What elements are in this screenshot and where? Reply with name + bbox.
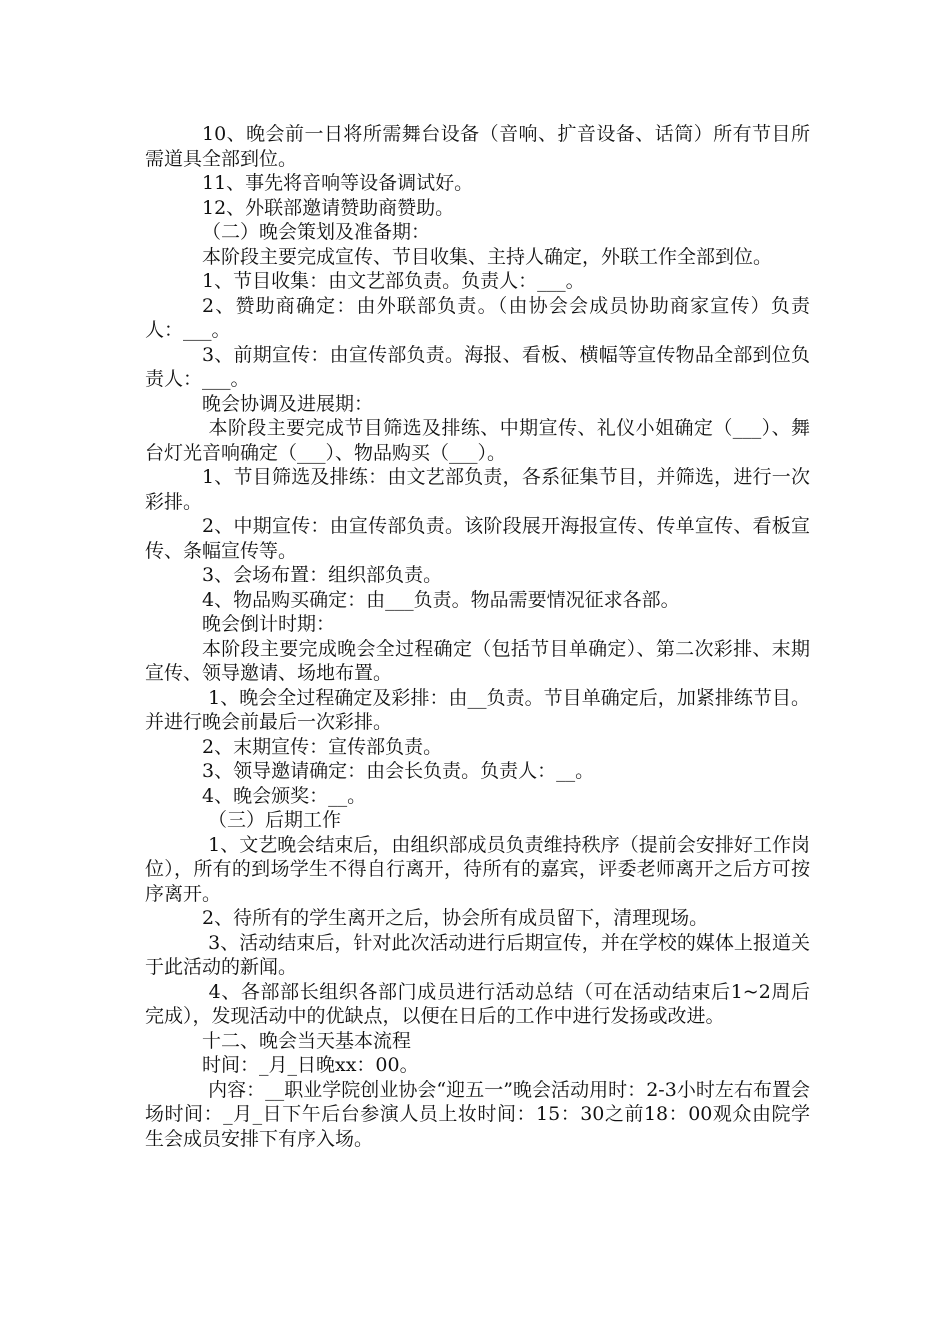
paragraph: 3、会场布置：组织部负责。: [202, 564, 443, 586]
paragraph: 1、文艺晚会结束后，由组织部成员负责维持秩序（提前会安排好工作岗位），所有的到场学生不得自行离开，待所有的嘉宾，评委老师离开之后方可按序离开。: [145, 833, 811, 905]
section-heading: 晚会协调及进展期：: [202, 392, 374, 415]
paragraph: 3、领导邀请确定：由会长负责。负责人：__。: [202, 760, 595, 782]
paragraph: 1、节目收集：由文艺部负责。负责人：___。: [202, 270, 585, 292]
paragraph: 1、晚会全过程确定及彩排：由__负责。节目单确定后，加紧排练节目。并进行晚会前最后一次彩排。: [145, 686, 811, 733]
paragraph: 2、赞助商确定：由外联部负责。（由协会会成员协助商家宣传）负责人：___。: [145, 294, 810, 341]
paragraph: 11、事先将音响等设备调试好。: [202, 172, 474, 194]
paragraph: 2、中期宣传：由宣传部负责。该阶段展开海报宣传、传单宣传、看板宣传、条幅宣传等。: [145, 515, 810, 562]
paragraph: 4、各部部长组织各部门成员进行活动总结（可在活动结束后1~2周后完成），发现活动中的优缺点，以便在日后的工作中进行发扬或改进。: [145, 980, 811, 1027]
section-heading: （二）晚会策划及准备期：: [202, 221, 431, 243]
paragraph: 3、前期宣传：由宣传部负责。海报、看板、横幅等宣传物品全部到位负责人：___。: [145, 343, 810, 390]
document-body: [145, 122, 810, 1151]
paragraph: 1、节目筛选及排练：由文艺部负责，各系征集节目，并筛选，进行一次彩排。: [145, 466, 810, 513]
paragraph: 内容：__职业学院创业协会“迎五一”晚会活动用时：2-3小时左右布置会场时间：_月_日下午后台参演人员上妆时间：15：30之前18：00观众由院学生会成员安排下有序入场。: [145, 1078, 810, 1150]
paragraph: 3、活动结束后，针对此次活动进行后期宣传，并在学校的媒体上报道关于此活动的新闻。: [145, 931, 811, 978]
paragraph: 4、物品购买确定：由___负责。物品需要情况征求各部。: [202, 588, 680, 611]
paragraph: 本阶段主要完成晚会全过程确定（包括节目单确定）、第二次彩排、末期宣传、领导邀请、场地布置。: [145, 637, 810, 684]
paragraph: 4、晚会颁奖：__。: [202, 784, 367, 807]
section-heading: 晚会倒计时期：: [202, 613, 336, 635]
paragraph: 本阶段主要完成节目筛选及排练、中期宣传、礼仪小姐确定（___）、舞台灯光音响确定（___）、物品购买（___）。: [145, 417, 810, 464]
paragraph: 10、晚会前一日将所需舞台设备（音响、扩音设备、话筒）所有节目所需道具全部到位。: [145, 123, 810, 170]
paragraph: 2、末期宣传：宣传部负责。: [202, 735, 443, 758]
paragraph: 12、外联部邀请赞助商赞助。: [202, 196, 455, 219]
section-heading: 十二、晚会当天基本流程: [202, 1029, 412, 1052]
section-heading: （三）后期工作: [202, 809, 342, 831]
paragraph: 时间：_月_日晚xx：00。: [202, 1054, 419, 1076]
paragraph: 2、待所有的学生离开之后，协会所有成员留下，清理现场。: [202, 907, 709, 929]
paragraph: 本阶段主要完成宣传、节目收集、主持人确定，外联工作全部到位。: [202, 245, 773, 268]
